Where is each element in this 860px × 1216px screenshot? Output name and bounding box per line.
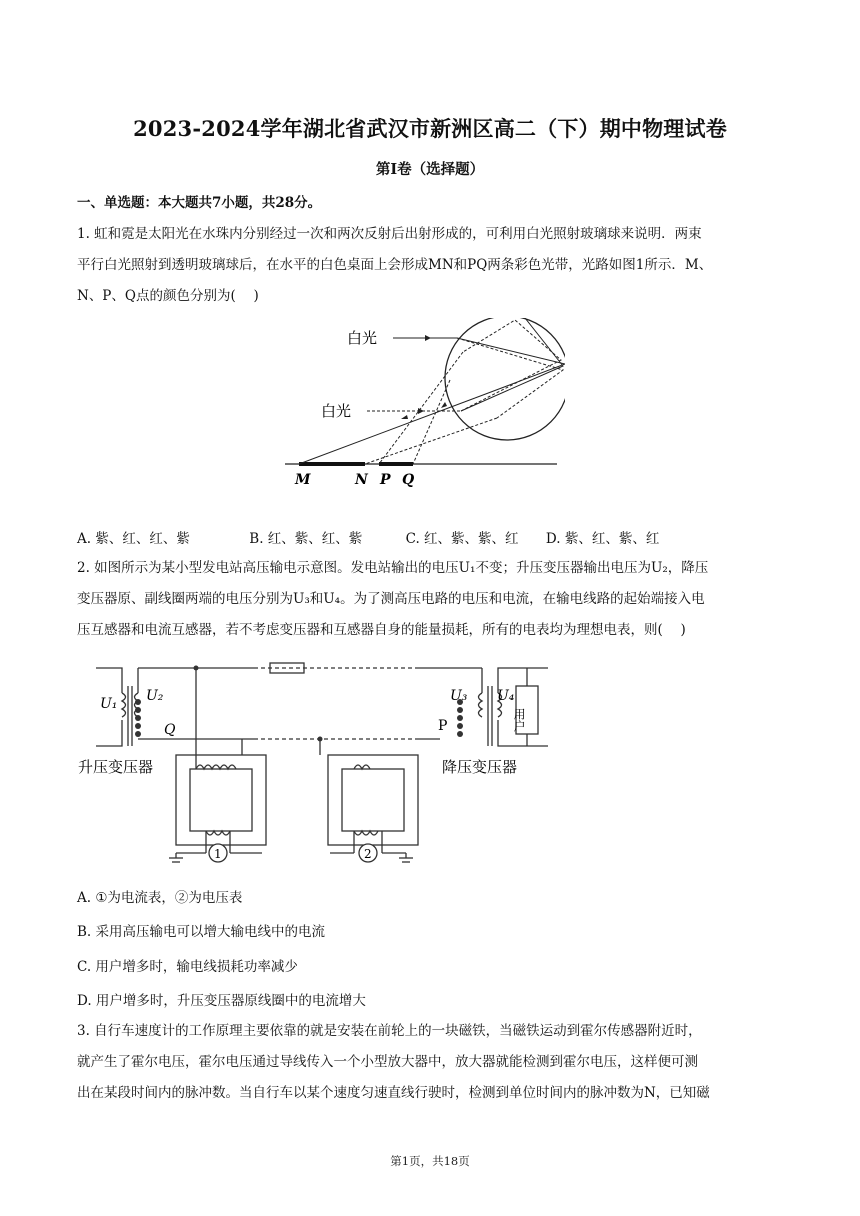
label-u2: U₂ bbox=[146, 688, 164, 704]
point-p: P bbox=[380, 472, 391, 488]
label-q: Q bbox=[164, 722, 176, 738]
section-subtitle: 第I卷（选择题） bbox=[375, 161, 485, 178]
question-2-line: 2. 如图所示为某小型发电站高压输电示意图。发电站输出的电压U₁不变；升压变压器输出电压为U₂，降压 bbox=[77, 560, 709, 576]
question-3-line: 就产生了霍尔电压，霍尔电压通过导线传入一个小型放大器中，放大器就能检测到霍尔电压，这样便可测 bbox=[77, 1054, 698, 1070]
option-a[interactable]: A. 紫、红、红、紫 bbox=[77, 531, 190, 547]
label-u1: U₁ bbox=[100, 696, 118, 712]
figure-2-transmission-circuit bbox=[72, 658, 558, 868]
label-step-down: 降压变压器 bbox=[442, 758, 518, 776]
label-white-light-bottom: 白光 bbox=[321, 402, 352, 420]
option-b[interactable]: B. 红、紫、红、紫 bbox=[249, 531, 363, 547]
question-3-line: 出在某段时间内的脉冲数。当自行车以某个速度匀速直线行驶时，检测到单位时间内的脉冲数为N，已知磁 bbox=[77, 1085, 710, 1101]
question-3-text bbox=[77, 1016, 787, 1109]
point-n: N bbox=[355, 472, 368, 488]
question-1-options bbox=[77, 527, 659, 547]
page-title: 2023-2024学年湖北省武汉市新洲区高二（下）期中物理试卷 bbox=[133, 116, 727, 141]
point-q: Q bbox=[402, 472, 415, 488]
label-user: 用户 bbox=[512, 708, 526, 732]
point-m: M bbox=[295, 472, 311, 488]
option-c[interactable]: C. 红、紫、紫、红 bbox=[405, 531, 519, 547]
meter-2-label: 2 bbox=[364, 847, 372, 861]
section-heading: 一、单选题：本大题共7小题，共28分。 bbox=[77, 195, 322, 211]
question-3-line: 3. 自行车速度计的工作原理主要依靠的就是安装在前轮上的一块磁铁，当磁铁运动到霍尔传感器附近时， bbox=[77, 1023, 702, 1039]
glass-sphere bbox=[445, 318, 565, 440]
question-2-option-b[interactable]: B. 采用高压输电可以增大输电线中的电流 bbox=[77, 924, 326, 940]
question-2-line: 压互感器和电流互感器，若不考虑变压器和互感器自身的能量损耗，所有的电表均为理想电表，则( ) bbox=[77, 622, 686, 638]
question-2-option-c[interactable]: C. 用户增多时，输电线损耗功率减少 bbox=[77, 959, 298, 975]
label-p: P bbox=[438, 718, 448, 734]
question-1-text bbox=[77, 219, 787, 312]
question-1-line: N、P、Q点的颜色分别为( ) bbox=[77, 288, 259, 304]
question-1-line: 1. 虹和霓是太阳光在水珠内分别经过一次和两次反射后出射形成的，可利用白光照射玻璃球来说明．两束 bbox=[77, 226, 702, 242]
label-step-up: 升压变压器 bbox=[78, 758, 154, 776]
page-footer: 第1页，共18页 bbox=[390, 1154, 470, 1168]
label-u4: U₄ bbox=[497, 688, 515, 704]
question-2-text bbox=[77, 553, 787, 646]
option-d[interactable]: D. 紫、红、紫、红 bbox=[545, 531, 660, 547]
label-u3: U₃ bbox=[450, 688, 468, 704]
question-2-option-a[interactable]: A. ①为电流表，②为电压表 bbox=[77, 890, 243, 906]
question-2-option-d[interactable]: D. 用户增多时，升压变压器原线圈中的电流增大 bbox=[77, 993, 366, 1009]
question-2-line: 变压器原、副线圈两端的电压分别为U₃和U₄。为了测高压电路的电压和电流，在输电线路的起始端接入电 bbox=[77, 591, 705, 607]
label-white-light-top: 白光 bbox=[347, 329, 378, 347]
question-1-line: 平行白光照射到透明玻璃球后，在水平的白色桌面上会形成MN和PQ两条彩色光带，光路如图1所示．M、 bbox=[77, 257, 713, 273]
meter-1-label: 1 bbox=[214, 847, 222, 861]
figure-1-glass-sphere bbox=[285, 318, 565, 493]
